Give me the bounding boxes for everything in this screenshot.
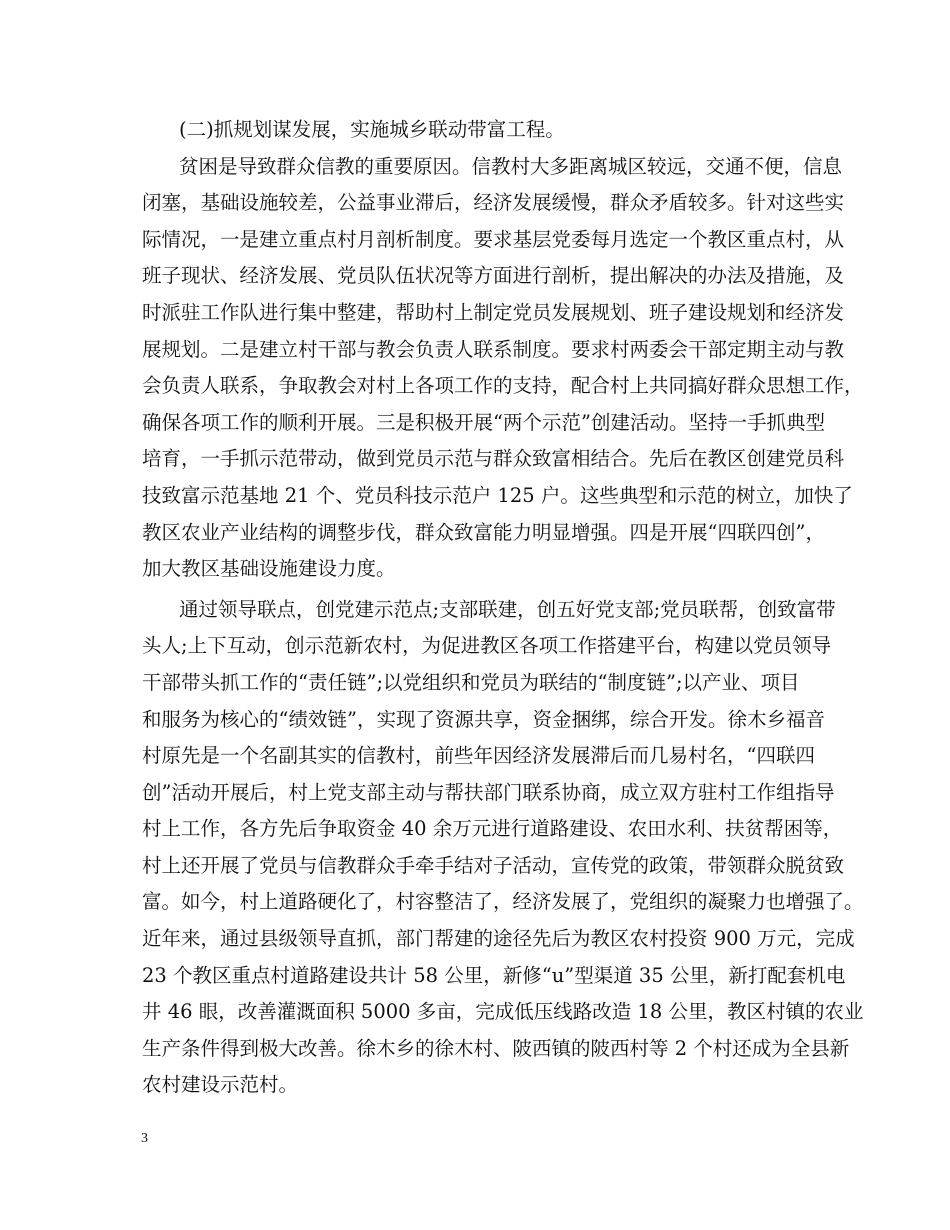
document-body (142, 112, 864, 1104)
paragraph-line: 生产条件得到极大改善。徐木乡的徐木村、陂西镇的陂西村等 2 个村还成为全县新 (142, 1036, 850, 1060)
paragraph-line: 创”活动开展后，村上党支部主动与帮扶部门联系协商，成立双方驻村工作组指导 (142, 780, 835, 804)
paragraph-line: 确保各项工作的顺利开展。三是积极开展“两个示范”创建活动。坚持一手抓典型 (142, 410, 825, 434)
paragraph-line: 班子现状、经济发展、党员队伍状况等方面进行剖析，提出解决的办法及措施，及 (142, 264, 845, 288)
paragraph-line: 会负责人联系，争取教会对村上各项工作的支持，配合村上共同搞好群众思想工作， (142, 374, 864, 398)
paragraph-line: 村上工作，各方先后争取资金 40 余万元进行道路建设、农田水利、扶贫帮困等， (142, 817, 843, 841)
paragraph-line: 和服务为核心的“绩效链”，实现了资源共享，资金捆绑，综合开发。徐木乡福音 (142, 707, 825, 731)
paragraph-line: 闭塞，基础设施较差，公益事业滞后，经济发展缓慢，群众矛盾较多。针对这些实 (142, 191, 845, 215)
paragraph-line: 技致富示范基地 21 个、党员科技示范户 125 户。这些典型和示范的树立，加快了 (142, 483, 853, 507)
paragraph-line: 井 46 眼，改善灌溉面积 5000 多亩，完成低压线路改造 18 公里，教区村镇的农业 (142, 1000, 864, 1024)
paragraph-2 (142, 592, 864, 1104)
paragraph-line: 际情况，一是建立重点村月剖析制度。要求基层党委每月选定一个教区重点村，从 (142, 227, 845, 251)
paragraph-line: 贫困是导致群众信教的重要原因。信教村大多距离城区较远，交通不便，信息 (179, 154, 843, 178)
paragraph-line: 村原先是一个名副其实的信教村，前些年因经济发展滞后而几易村名，“四联四 (142, 744, 815, 768)
paragraph-1 (142, 149, 864, 588)
paragraph-line: 展规划。二是建立村干部与教会负责人联系制度。要求村两委会干部定期主动与教 (142, 337, 845, 361)
paragraph-line: 时派驻工作队进行集中整建，帮助村上制定党员发展规划、班子建设规划和经济发 (142, 300, 845, 324)
page-number: 3 (141, 1131, 148, 1146)
paragraph-line: 培育，一手抓示范带动，做到党员示范与群众致富相结合。先后在教区创建党员科 (142, 447, 845, 471)
paragraph-line: 近年来，通过县级领导直抓，部门帮建的途径先后为教区农村投资 900 万元，完成 (142, 927, 855, 951)
paragraph-line: 农村建设示范村。 (142, 1073, 299, 1097)
section-heading: (二)抓规划谋发展，实施城乡联动带富工程。 (179, 118, 565, 141)
paragraph-line: 头人;上下互动，创示范新农村，为促进教区各项工作搭建平台，构建以党员领导 (142, 634, 832, 658)
paragraph-line: 富。如今，村上道路硬化了，村容整洁了，经济发展了，党组织的凝聚力也增强了。 (142, 890, 864, 914)
paragraph-line: 23 个教区重点村道路建设共计 58 公里，新修“u”型渠道 35 公里，新打配套机电 (142, 963, 846, 987)
paragraph-line: 教区农业产业结构的调整步伐，群众致富能力明显增强。四是开展“四联四创”， (142, 520, 825, 544)
paragraph-line: 加大教区基础设施建设力度。 (142, 557, 396, 581)
paragraph-line: 通过领导联点，创党建示范点;支部联建，创五好党支部;党员联帮，创致富带 (179, 597, 836, 621)
paragraph-line: 村上还开展了党员与信教群众手牵手结对子活动，宣传党的政策，带领群众脱贫致 (142, 853, 845, 877)
paragraph-line: 干部带头抓工作的“责任链”;以党组织和党员为联结的“制度链”;以产业、项目 (142, 670, 800, 694)
